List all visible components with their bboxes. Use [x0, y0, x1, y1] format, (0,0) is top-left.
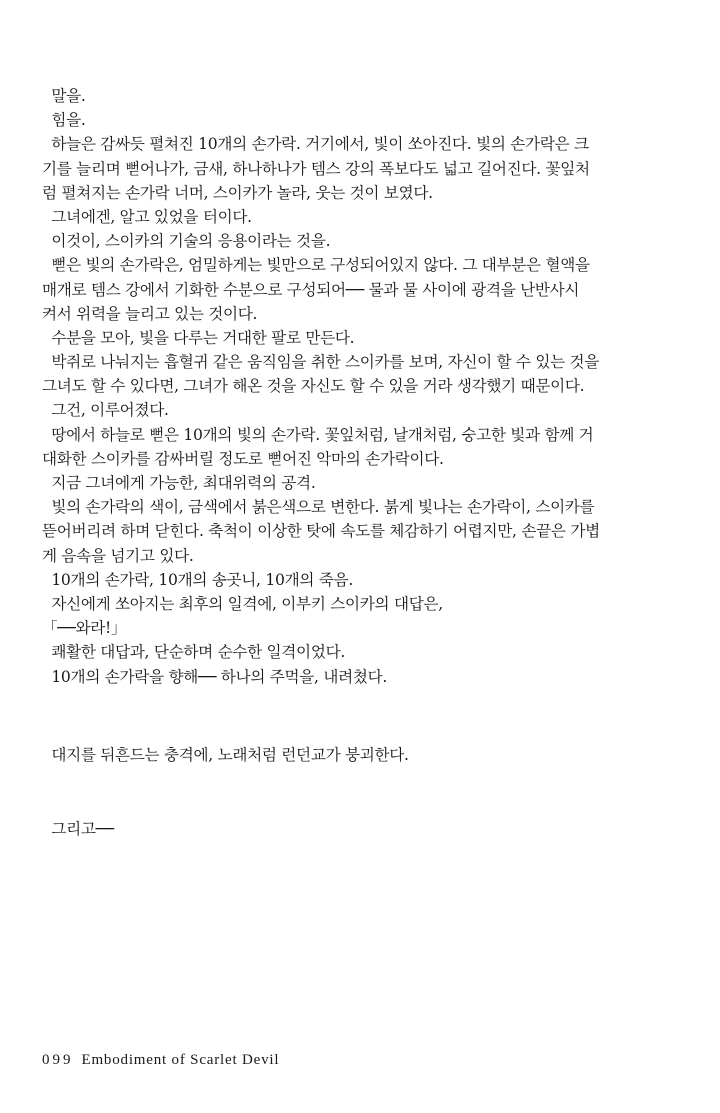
text-line: 빛의 손가락의 색이, 금색에서 붉은색으로 변한다. 붉게 빛나는 손가락이, 스이카를: [42, 498, 595, 517]
text-line: 그리고──: [42, 819, 114, 838]
text-line: 땅에서 하늘로 뻗은 10개의 빛의 손가락. 꽃잎처럼, 날개처럼, 숭고한 빛과 함께 거: [42, 425, 594, 444]
text-line: 켜서 위력을 늘리고 있는 것이다.: [42, 304, 258, 323]
text-line: 뻗은 빛의 손가락은, 엄밀하게는 빛만으로 구성되어있지 않다. 그 대부분은 혈액을: [42, 256, 590, 275]
text-line: 이것이, 스이카의 기술의 응용이라는 것을.: [42, 232, 331, 251]
text-line: 그건, 이루어졌다.: [42, 401, 169, 420]
text-line: 대화한 스이카를 감싸버릴 정도로 뻗어진 악마의 손가락이다.: [42, 449, 444, 468]
text-line: 뜯어버리려 하며 닫힌다. 축척이 이상한 탓에 속도를 체감하기 어렵지만, 손끝은 가볍: [42, 522, 600, 541]
page-number: 099: [42, 1052, 74, 1068]
text-line: 10개의 손가락을 향해── 하나의 주먹을, 내려쳤다.: [42, 667, 388, 686]
text-line: 박쥐로 나눠지는 흡혈귀 같은 움직임을 취한 스이카를 보며, 자신이 할 수 있는 것을: [42, 353, 600, 372]
text-line: 대지를 뒤흔드는 충격에, 노래처럼 런던교가 붕괴한다.: [42, 745, 409, 764]
text-line: 10개의 손가락, 10개의 송곳니, 10개의 죽음.: [42, 570, 353, 589]
section-gap: [42, 689, 682, 743]
text-line: 그녀에겐, 알고 있었을 터이다.: [42, 207, 252, 226]
text-line: 수분을 모아, 빛을 다루는 거대한 팔로 만든다.: [42, 328, 355, 347]
dialogue-line: 「──와라!」: [42, 619, 127, 638]
body-text: [42, 84, 682, 841]
section-gap: [42, 767, 682, 817]
text-line: 지금 그녀에게 가능한, 최대위력의 공격.: [42, 474, 316, 492]
page-footer: [42, 1052, 279, 1069]
text-line: 기를 늘리며 뻗어나가, 금새, 하나하나가 템스 강의 폭보다도 넓고 길어진다. 꽃잎처: [42, 159, 590, 178]
text-line: 럼 펼쳐지는 손가락 너머, 스이카가 놀라, 웃는 것이 보였다.: [42, 183, 433, 202]
text-line: 매개로 템스 강에서 기화한 수분으로 구성되어── 물과 물 사이에 광격을 난반사시: [42, 280, 580, 299]
book-title: Embodiment of Scarlet Devil: [81, 1052, 280, 1068]
text-line: 하늘은 감싸듯 펼쳐진 10개의 손가락. 거기에서, 빛이 쏘아진다. 빛의 손가락은 크: [42, 135, 589, 154]
text-line: 자신에게 쏘아지는 최후의 일격에, 이부키 스이카의 대답은,: [42, 594, 443, 613]
text-line: 게 음속을 넘기고 있다.: [42, 546, 194, 565]
text-line: 힘을.: [42, 111, 86, 130]
text-line: 그녀도 할 수 있다면, 그녀가 해온 것을 자신도 할 수 있을 거라 생각했기 때문이다.: [42, 377, 585, 396]
text-line: 말을.: [42, 87, 86, 105]
text-line: 쾌활한 대답과, 단순하며 순수한 일격이었다.: [42, 643, 345, 662]
